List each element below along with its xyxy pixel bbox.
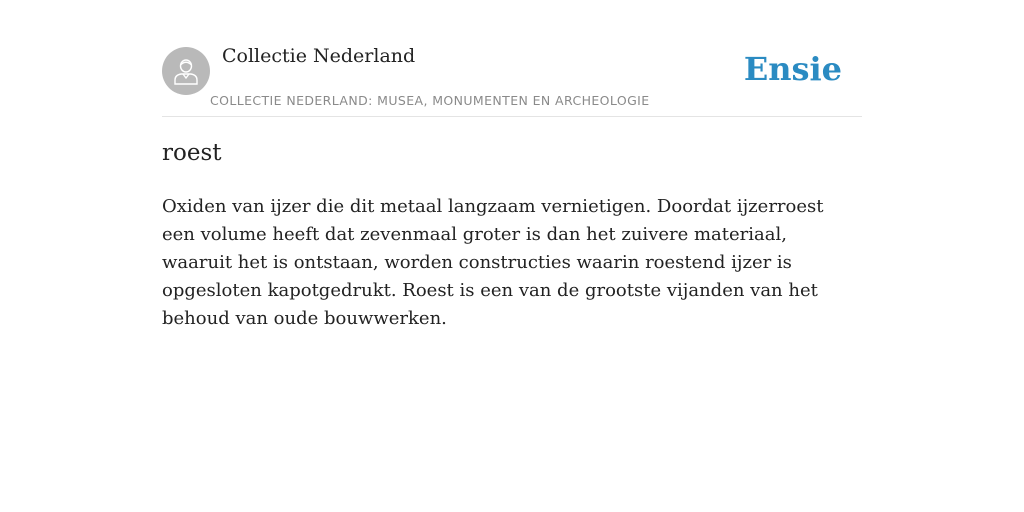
entry-card	[162, 0, 862, 329]
avatar[interactable]	[162, 47, 210, 95]
entry-term: roest	[162, 140, 222, 166]
definition-text: Oxiden van ijzer die dit metaal langzaam vernietigen. Doordat ijzerroest een volume heeft dat zevenmaal groter is dan het zuivere materiaal, waaruit het is ontstaan, worden constructies waarin roestend ijzer is opgesloten kapotgedrukt. Roest is een van de grootste vijanden van het behoud van oude bouwwerken.	[162, 196, 824, 329]
site-logo[interactable]: Ensie	[743, 50, 842, 88]
entry-header	[162, 0, 862, 117]
author-name[interactable]: Collectie Nederland	[222, 45, 416, 67]
source-label[interactable]: COLLECTIE NEDERLAND: MUSEA, MONUMENTEN EN ARCHEOLOGIE	[210, 93, 650, 108]
user-icon	[171, 56, 201, 86]
entry-definition	[162, 193, 862, 333]
